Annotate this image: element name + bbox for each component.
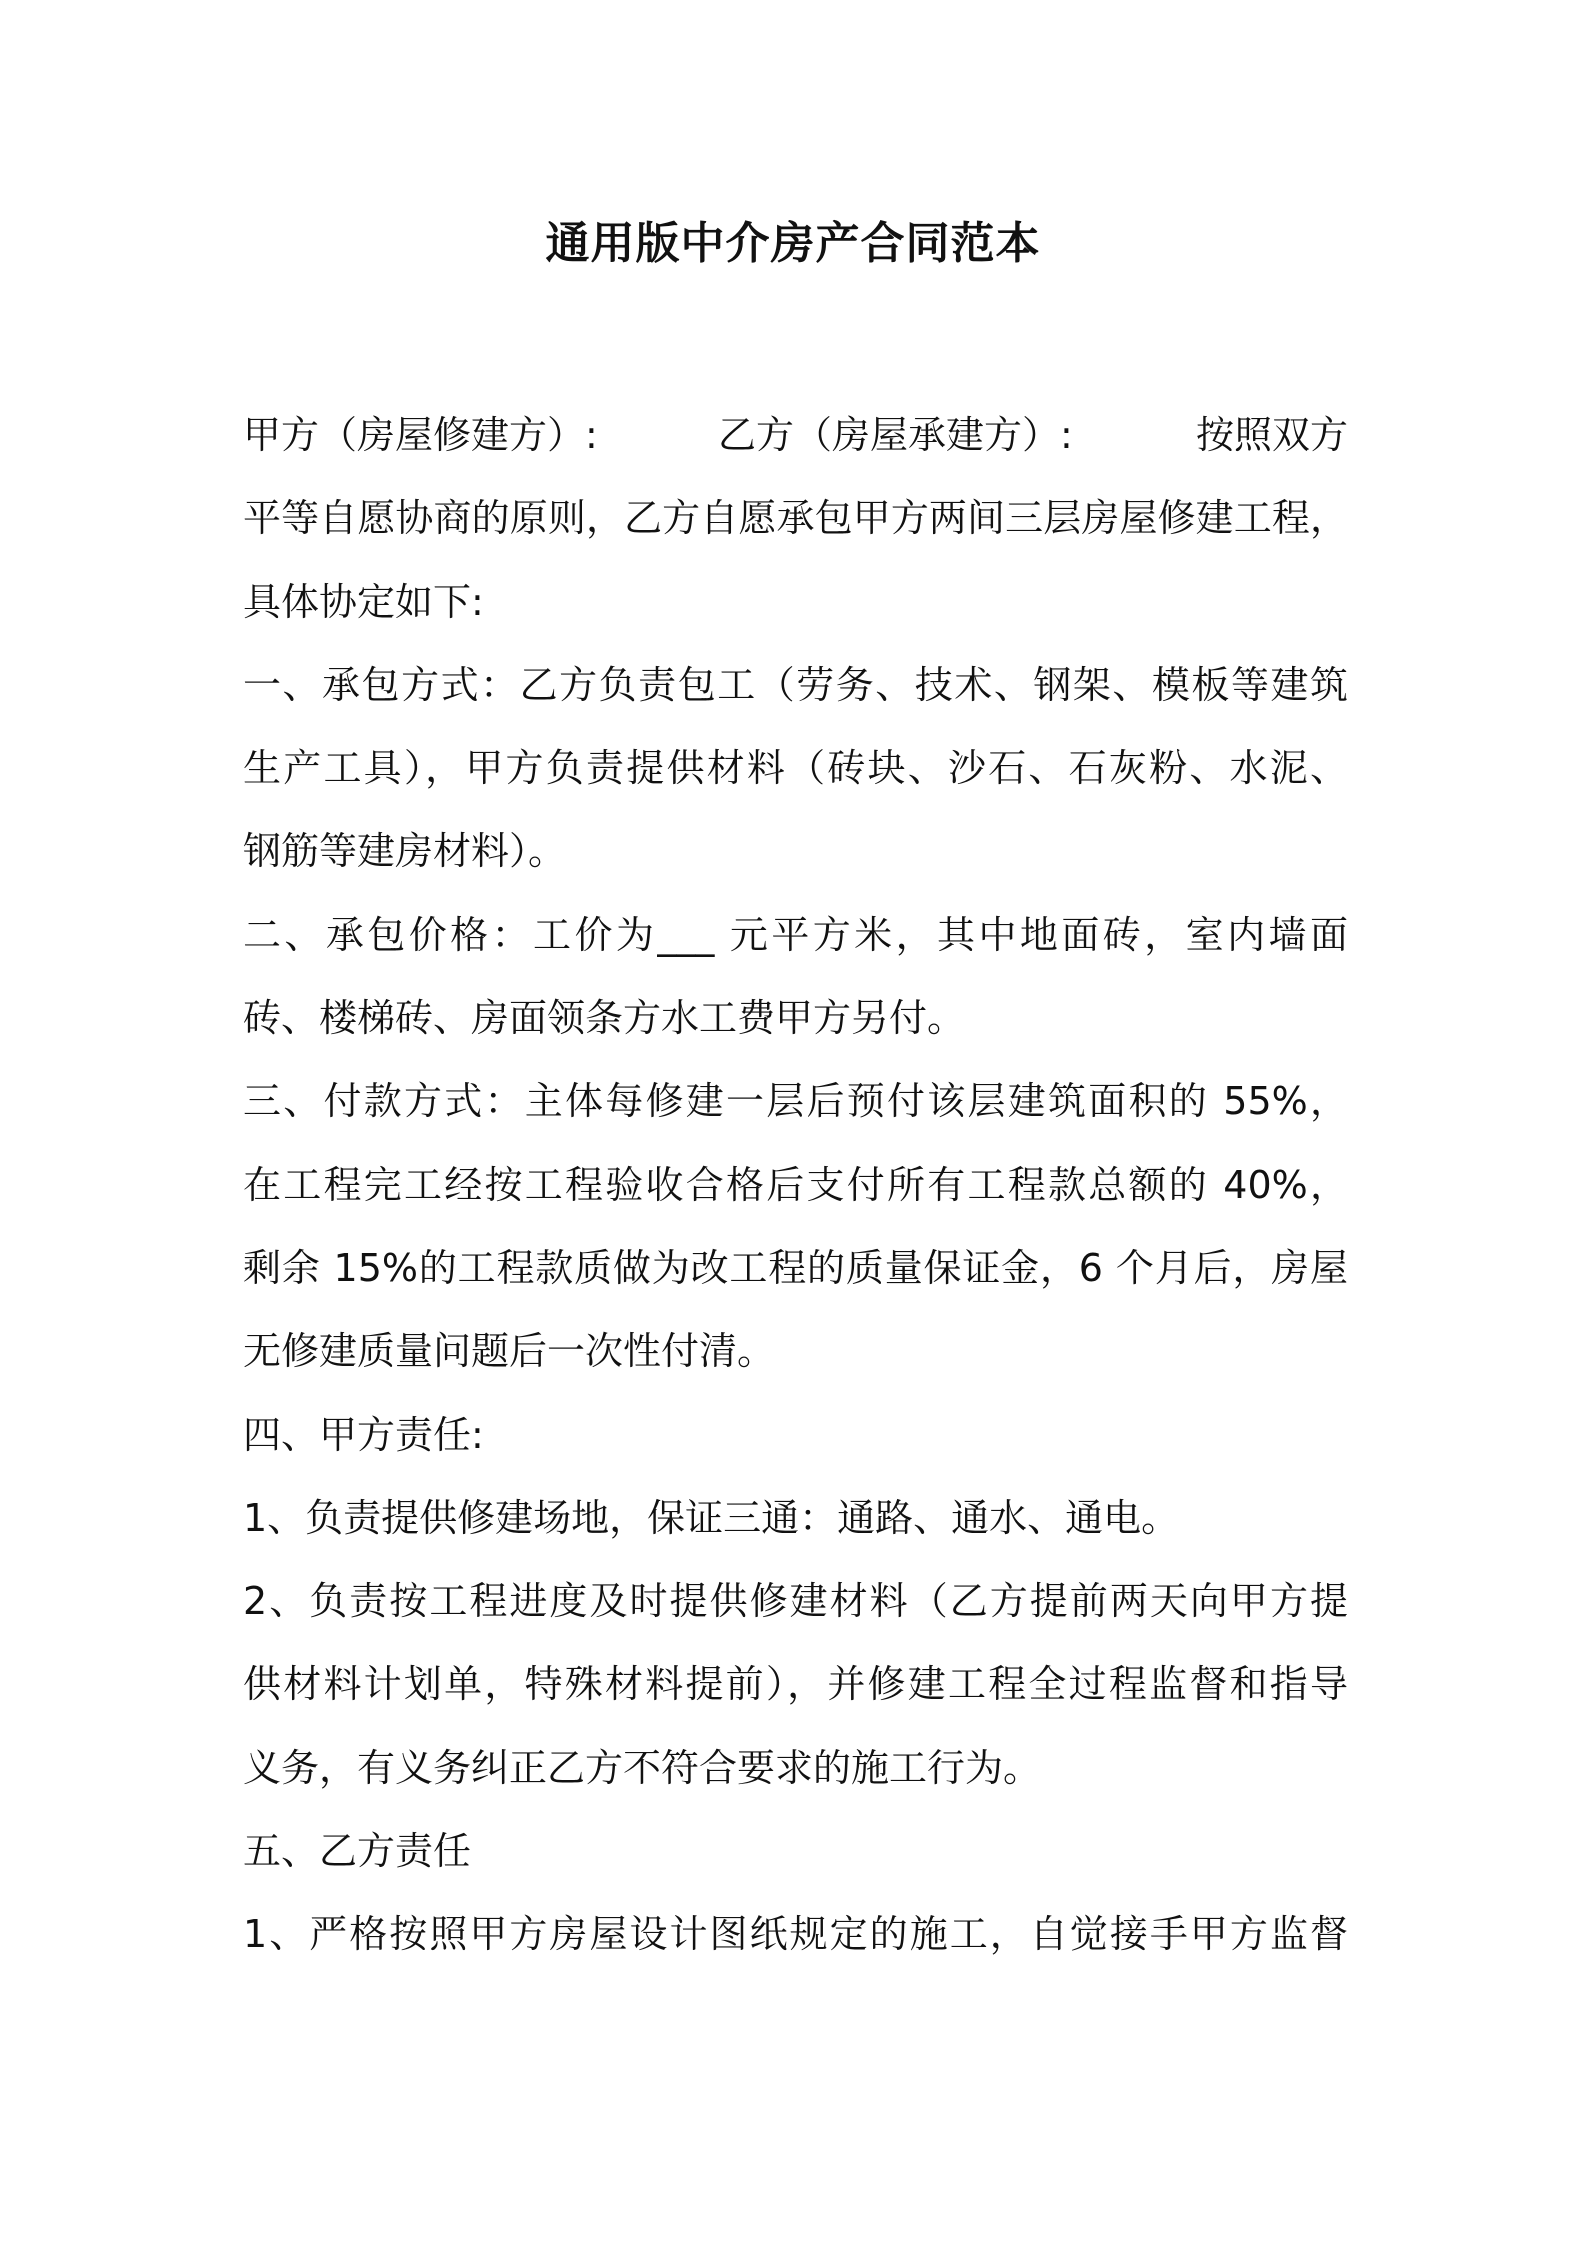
text-line: 二、承包价格：工价为___ 元平方米，其中地面砖，室内墙面 [243, 912, 1348, 957]
text-line: 平等自愿协商的原则，乙方自愿承包甲方两间三层房屋修建工程， [243, 496, 1348, 541]
text-line: 1、负责提供修建场地，保证三通：通路、通水、通电。 [243, 1495, 1180, 1540]
text-line: 1、严格按照甲方房屋设计图纸规定的施工，自觉接手甲方监督 [243, 1912, 1348, 1957]
text-line: 在工程完工经按工程验收合格后支付所有工程款总额的 40%， [243, 1162, 1348, 1207]
text-line: 2、负责按工程进度及时提供修建材料（乙方提前两天向甲方提 [243, 1579, 1348, 1624]
party-a-label: 甲方（房屋修建方）: [243, 413, 598, 457]
page-title: 通用版中介房产合同范本 [545, 218, 1041, 269]
text-line: 供材料计划单，特殊材料提前），并修建工程全过程监督和指导 [243, 1662, 1348, 1707]
text-line: 义务，有义务纠正乙方不符合要求的施工行为。 [243, 1745, 1042, 1790]
text-line: 一、承包方式：乙方负责包工（劳务、技术、钢架、模板等建筑 [243, 662, 1348, 707]
text-line: 五、乙方责任 [243, 1829, 472, 1874]
party-line-tail: 按照双方 [1195, 413, 1348, 457]
text-line: 无修建质量问题后一次性付清。 [243, 1329, 776, 1374]
contract-body [243, 405, 1348, 1988]
text-line: 三、付款方式：主体每修建一层后预付该层建筑面积的 55%， [243, 1079, 1348, 1124]
text-line: 具体协定如下: [243, 579, 484, 624]
text-line: 生产工具），甲方负责提供材料（砖块、沙石、石灰粉、水泥、 [243, 746, 1348, 791]
text-line: 剩余 15%的工程款质做为改工程的质量保证金，6 个月后，房屋 [243, 1245, 1348, 1290]
party-line [243, 405, 1348, 488]
text-line: 砖、楼梯砖、房面领条方水工费甲方另付。 [243, 996, 966, 1041]
text-line: 四、甲方责任: [243, 1412, 484, 1457]
text-line: 钢筋等建房材料）。 [243, 829, 567, 874]
party-b-label: 乙方（房屋承建方）: [718, 413, 1073, 457]
